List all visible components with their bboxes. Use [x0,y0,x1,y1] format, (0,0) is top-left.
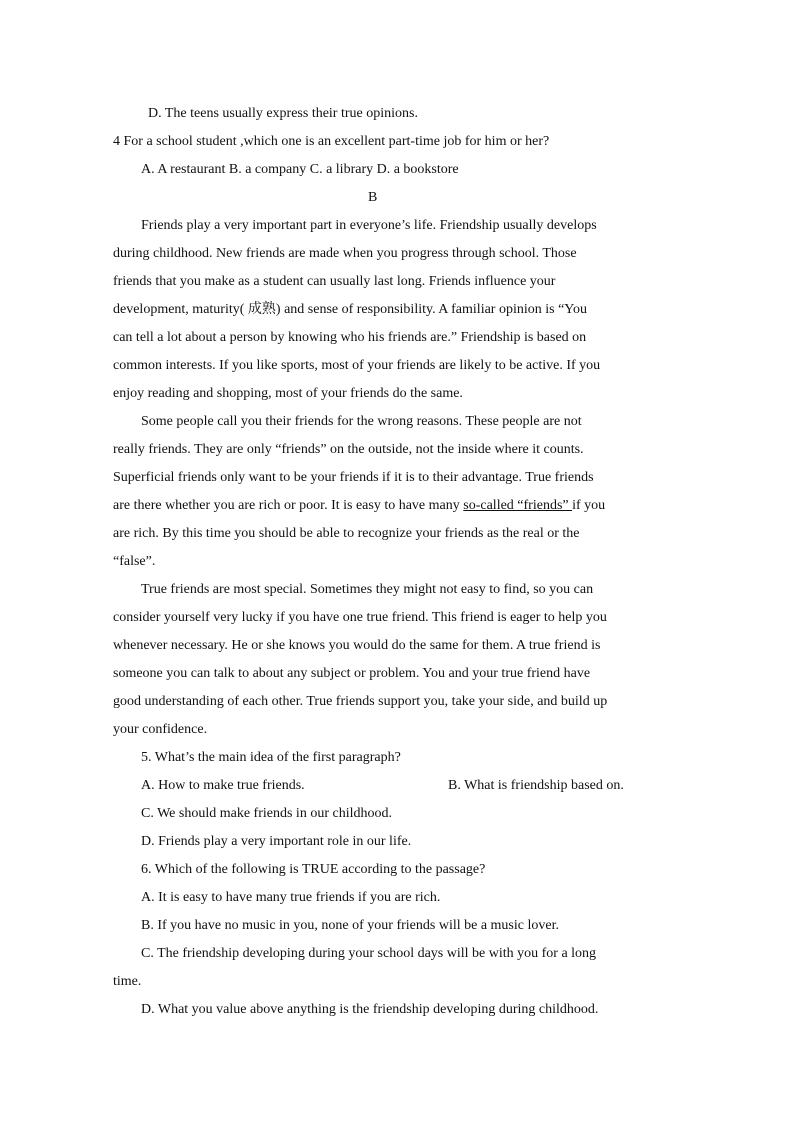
passage-line: common interests. If you like sports, most of your friends are likely to be active. If you [113,358,601,373]
option-b: B. If you have no music in you, none of your friends will be a music lover. [141,918,559,933]
passage-line: whenever necessary. He or she knows you would do the same for them. A true friend is [113,638,601,653]
passage-text: if you [572,498,606,513]
passage-line: are rich. By this time you should be able to recognize your friends as the real or the [113,526,580,541]
question-stem: 6. Which of the following is TRUE according to the passage? [141,862,486,877]
passage-line: True friends are most special. Sometimes they might not easy to find, so you can [141,582,594,597]
q4-options: A. A restaurant B. a company C. a library D. a bookstore [141,162,459,177]
passage-line: Friends play a very important part in everyone’s life. Friendship usually develops [141,218,597,233]
passage-line: during childhood. New friends are made when you progress through school. Those [113,246,577,261]
option-b: B. What is friendship based on. [448,778,624,793]
q3-option-d: D. The teens usually express their true opinions. [148,106,418,121]
passage-line: really friends. They are only “friends” on the outside, not the inside where it counts. [113,442,584,457]
section-b-heading: B [368,190,378,205]
passage-line [113,497,605,515]
passage-line: enjoy reading and shopping, most of your friends do the same. [113,386,463,401]
option-c: C. The friendship developing during your school days will be with you for a long [141,946,597,961]
passage-line: friends that you make as a student can usually last long. Friends influence your [113,274,556,289]
q4-stem: 4 For a school student ,which one is an excellent part-time job for him or her? [113,134,550,149]
option-c-continued: time. [113,974,142,989]
passage-line: Superficial friends only want to be your friends if it is to their advantage. True friends [113,470,594,485]
passage-text: are there whether you are rich or poor. It is easy to have many [113,498,464,513]
option-d: D. What you value above anything is the friendship developing during childhood. [141,1002,599,1017]
passage-line: development, maturity( 成熟) and sense of responsibility. A familiar opinion is “You [113,302,587,317]
passage-line: someone you can talk to about any subject or problem. You and your true friend have [113,666,591,681]
option-a: A. How to make true friends. [141,778,305,793]
passage-line: your confidence. [113,722,208,737]
passage-line: “false”. [113,554,156,569]
passage-line: can tell a lot about a person by knowing who his friends are.” Friendship is based on [113,330,587,345]
option-c: C. We should make friends in our childhood. [141,806,392,821]
passage-line: consider yourself very lucky if you have one true friend. This friend is eager to help you [113,610,607,625]
option-d: D. Friends play a very important role in our life. [141,834,412,849]
underlined-phrase: so-called “friends” [463,498,573,513]
question-stem: 5. What’s the main idea of the first paragraph? [141,750,401,765]
option-a: A. It is easy to have many true friends if you are rich. [141,890,441,905]
passage-line: Some people call you their friends for the wrong reasons. These people are not [141,414,582,429]
passage-line: good understanding of each other. True friends support you, take your side, and build up [113,694,608,709]
